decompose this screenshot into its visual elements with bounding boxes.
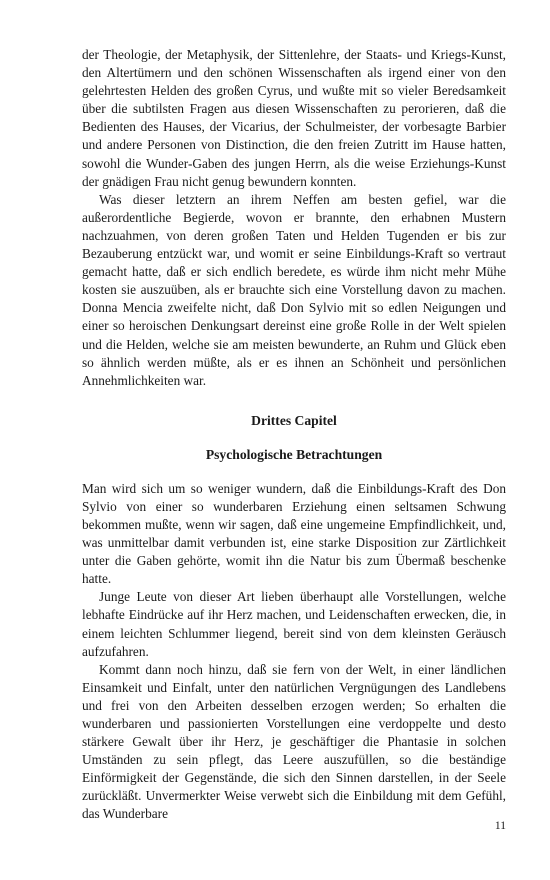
paragraph-5: Kommt dann noch hinzu, daß sie fern von der Welt, in einer ländlichen Einsamkeit und Einfalt, unter den natürlichen Vergnügungen des Landlebens und frei von den Arbeiten desselben erzogen werden; So erhalten die wunderbaren und passionierten Vorstellungen eine verdoppelte und desto stärkere Gewalt über ihr Herz, je geschäftiger die Phantasie in solchen Umständen zu sein pflegt, das Leere auszufüllen, so die beständige Einförmigkeit der Gegenstände, die sich den Sinnen darstellen, in der Seele zurückläßt. Unvermerkter Weise verwebt sich die Einbildung mit dem Gefühl, das Wunderbare bbox=[82, 661, 506, 822]
paragraph-3: Man wird sich um so weniger wundern, daß die Einbildungs-Kraft des Don Sylvio von einer so wunderbaren Erziehung einen seltsamen Schwung bekommen mußte, wenn wir sagen, daß eine ungemeine Empfindlichkeit, und, was unmittelbar damit verbunden ist, eine starke Disposition zur Zärtlichkeit unter die Gaben gehörte, womit ihn die Natur bis zum Übermaß beschenke hatte. bbox=[82, 480, 506, 587]
book-page bbox=[82, 46, 506, 824]
paragraph-2: Was dieser letztern an ihrem Neffen am besten gefiel, war die außerordentliche Begierde, wovon er brannte, den erhabnen Mustern nachzuahmen, von deren großen Taten und Helden Tugenden er bis zur Bezauberung entzückt war, und womit er seine Einbildungs-Kraft so vertraut gemacht hatte, daß er sich endlich beredete, es würde ihm nicht mehr Mühe kosten sie auszuüben, als er brauchte sich eine Vorstellung davon zu machen. Donna Mencia zweifelte nicht, daß Don Sylvio mit so edlen Neigungen und einer so heroischen Denkungsart dereinst eine große Rolle in der Welt spielen und die Helden, welche sie am meisten bewunderte, an Ruhm und Glück eben so ähnlich werden müßte, als er es ihnen an Schönheit und persönlichen Annehmlichkeiten war. bbox=[82, 191, 506, 388]
chapter-title: Drittes Capitel bbox=[251, 412, 337, 428]
paragraph-1: der Theologie, der Metaphysik, der Sittenlehre, der Staats- und Kriegs-Kunst, den Altertümern und den schönen Wissenschaften als irgend einer von den gelehrtesten Helden des großen Cyrus, und wußte mit so vieler Beredsamkeit über die subtilsten Fragen aus diesen Wissenschaften zu perorieren, daß die Bedienten des Hauses, der Vicarius, der Schulmeister, der vorbesagte Barbier und andere Personen von Distinction, die den freien Zutritt im Hause hatten, sowohl die Wunder-Gaben des jungen Herrn, als die weise Erziehungs-Kunst der gnädigen Frau nicht genug bewundern konnten. bbox=[82, 47, 506, 189]
paragraph-4: Junge Leute von dieser Art lieben überhaupt alle Vorstellungen, welche lebhafte Eindrücke auf ihr Herz machen, und Leidenschaften erwecken, die, in einem leichten Schlummer liegend, bereit sind von dem kleinsten Geräusch aufzufahren. bbox=[82, 589, 506, 659]
chapter-subtitle: Psychologische Betrachtungen bbox=[205, 446, 383, 462]
page-number: 11 bbox=[494, 820, 506, 832]
